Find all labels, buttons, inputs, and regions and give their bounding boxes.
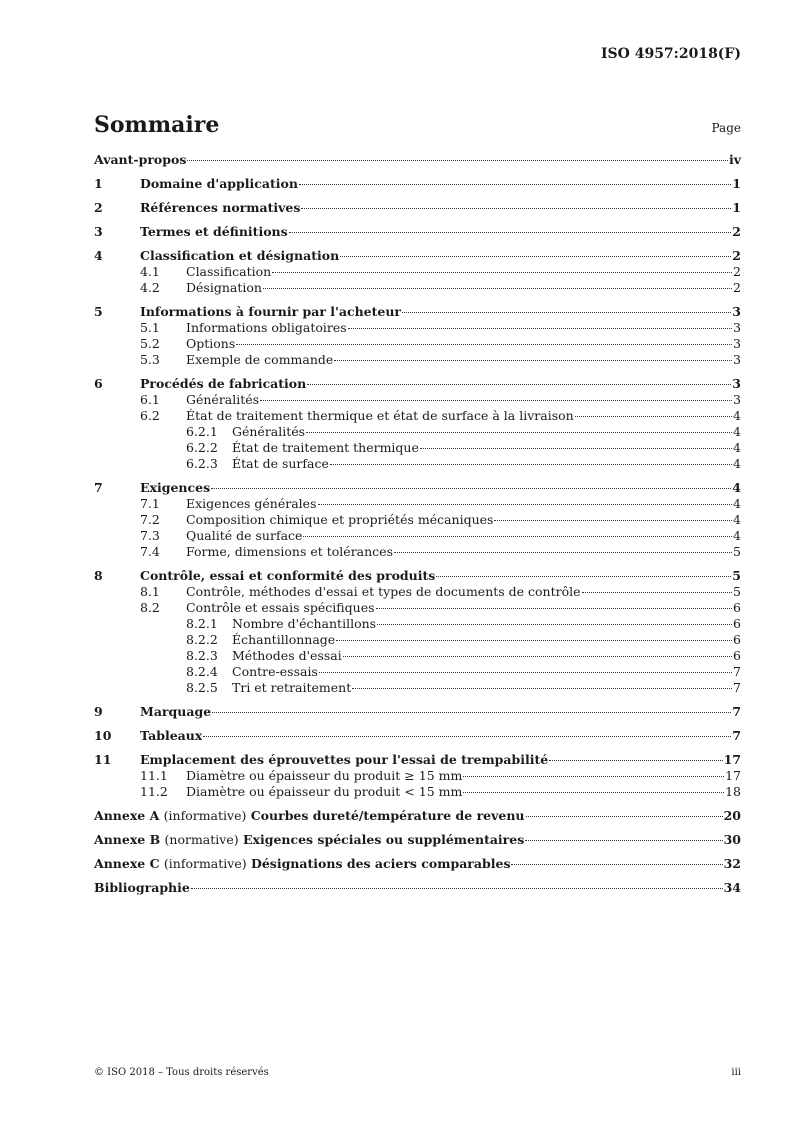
toc-entry[interactable] (94, 832, 741, 848)
dot-leader (301, 208, 731, 209)
dot-leader (582, 592, 732, 593)
toc-entry[interactable] (94, 440, 741, 456)
dot-leader (211, 488, 731, 489)
toc-entry-title-wrap (140, 480, 210, 496)
annex-label: Annexe C (94, 856, 160, 871)
toc-entry[interactable] (94, 664, 741, 680)
toc-entry-title-wrap (140, 568, 435, 584)
copyright-notice: © ISO 2018 – Tous droits réservés (94, 1067, 269, 1078)
toc-entry-page: 18 (725, 784, 741, 799)
annex-label: Annexe A (94, 808, 160, 823)
toc-entry[interactable] (94, 752, 741, 768)
toc-entry-number: 6.2.2 (186, 440, 218, 455)
toc-entry-page: 5 (732, 568, 741, 583)
toc-entry-title: Méthodes d'essai (232, 648, 342, 663)
toc-entry-title: Classification (186, 264, 272, 279)
toc-entry-page: 4 (733, 512, 741, 527)
toc-entry-number: 5.2 (140, 336, 160, 351)
dot-leader (187, 160, 728, 161)
toc-entry-number: 11.1 (140, 768, 168, 783)
toc-entry-page: 17 (725, 768, 741, 783)
toc-entry-page: 2 (733, 264, 741, 279)
toc-entry-page: 34 (723, 880, 741, 895)
toc-entry[interactable] (94, 632, 741, 648)
toc-entry-title: Échantillonnage (232, 632, 336, 647)
toc-group-gap (94, 472, 741, 480)
toc-entry-page: 6 (733, 648, 741, 663)
toc-entry-title: Emplacement des éprouvettes pour l'essai de trempabilité (140, 752, 549, 767)
toc-group-gap (94, 824, 741, 832)
toc-entry[interactable] (94, 264, 741, 280)
toc-entry-number: 6.2.3 (186, 456, 218, 471)
dot-leader (376, 608, 732, 609)
toc-entry-page: 6 (733, 600, 741, 615)
toc-entry-number: 3 (94, 224, 103, 239)
toc-entry[interactable] (94, 280, 741, 296)
dot-leader (272, 272, 732, 273)
toc-entry-title-wrap (186, 768, 462, 784)
toc-entry[interactable] (94, 544, 741, 560)
toc-entry-title: Diamètre ou épaisseur du produit < 15 mm (186, 784, 463, 799)
dot-leader (525, 840, 722, 841)
toc-entry[interactable] (94, 304, 741, 320)
toc-entry-page: 20 (723, 808, 741, 823)
toc-entry-page: 4 (733, 424, 741, 439)
toc-entry-number: 5.3 (140, 352, 160, 367)
dot-leader (203, 736, 731, 737)
toc-entry-title-wrap (186, 352, 333, 368)
toc-entry-title-wrap (232, 440, 419, 456)
toc-entry-title-wrap (186, 336, 235, 352)
toc-entry[interactable] (94, 880, 741, 896)
toc-entry[interactable] (94, 680, 741, 696)
toc-entry-page: 3 (732, 304, 741, 319)
toc-group-gap (94, 848, 741, 856)
dot-leader (319, 672, 732, 673)
dot-leader (336, 640, 732, 641)
toc-entry-title-wrap (186, 512, 493, 528)
toc-entry-page: 4 (733, 440, 741, 455)
toc-entry-title-wrap (94, 808, 525, 824)
toc-entry-title-wrap (140, 176, 298, 192)
toc-entry-page: 3 (733, 320, 741, 335)
toc-entry-title: État de traitement thermique et état de surface à la livraison (186, 408, 574, 423)
toc-entry-page: 5 (733, 544, 741, 559)
dot-leader (402, 312, 731, 313)
toc-entry-page: 2 (732, 224, 741, 239)
toc-entry-number: 8.1 (140, 584, 160, 599)
toc-entry[interactable] (94, 424, 741, 440)
toc-entry[interactable] (94, 600, 741, 616)
toc-entry-page: 4 (732, 480, 741, 495)
toc-entry[interactable] (94, 568, 741, 584)
dot-leader (299, 184, 731, 185)
toc-entry-title-wrap (140, 200, 300, 216)
toc-entry[interactable] (94, 224, 741, 240)
dot-leader (340, 256, 731, 257)
page-column-label: Page (711, 121, 741, 135)
toc-entry-title-wrap (186, 320, 347, 336)
toc-entry-number: 7.1 (140, 496, 160, 511)
toc-entry[interactable] (94, 496, 741, 512)
toc-entry-number: 4.1 (140, 264, 160, 279)
dot-leader (263, 288, 732, 289)
toc-group-gap (94, 240, 741, 248)
toc-entry-title-wrap (186, 584, 581, 600)
toc-entry-title-wrap (186, 528, 302, 544)
dot-leader (307, 384, 731, 385)
toc-entry-title-wrap (232, 424, 305, 440)
dot-leader (494, 520, 732, 521)
toc-entry-title: Avant-propos (94, 152, 187, 167)
toc-entry-number: 7 (94, 480, 103, 495)
toc-entry-title-wrap (94, 856, 510, 872)
annex-label: Annexe B (94, 832, 161, 847)
toc-entry-title: Contrôle, essai et conformité des produits (140, 568, 436, 583)
toc-entry[interactable] (94, 808, 741, 824)
toc-entry-title: Forme, dimensions et tolérances (186, 544, 393, 559)
annex-status: (normative) (164, 832, 239, 847)
toc-entry-page: 4 (733, 456, 741, 471)
toc-entry-title: Procédés de fabrication (140, 376, 307, 391)
toc-entry[interactable] (94, 176, 741, 192)
dot-leader (436, 576, 731, 577)
toc-group-gap (94, 696, 741, 704)
toc-entry-number: 8.2.4 (186, 664, 218, 679)
dot-leader (191, 888, 723, 889)
toc-entry-title: Courbes dureté/température de revenu (250, 808, 525, 823)
toc-entry-title-wrap (232, 616, 376, 632)
dot-leader (348, 328, 732, 329)
dot-leader (303, 536, 732, 537)
toc-entry-title: Composition chimique et propriétés mécaniques (186, 512, 494, 527)
toc-entry-page: 32 (723, 856, 741, 871)
dot-leader (334, 360, 732, 361)
dot-leader (289, 232, 732, 233)
annex-status: (informative) (163, 808, 247, 823)
toc-entry-title: Nombre d'échantillons (232, 616, 377, 631)
toc-entry[interactable] (94, 456, 741, 472)
dot-leader (377, 624, 732, 625)
toc-entry-title: Contrôle, méthodes d'essai et types de documents de contrôle (186, 584, 581, 599)
toc-entry-page: 4 (733, 528, 741, 543)
toc-entry-title-wrap (186, 264, 271, 280)
toc-group-gap (94, 800, 741, 808)
dot-leader (260, 400, 732, 401)
dot-leader (306, 432, 732, 433)
dot-leader (318, 504, 733, 505)
toc-entry-number: 7.2 (140, 512, 160, 527)
toc-entry-title-wrap (232, 456, 329, 472)
toc-entry-title-wrap (186, 408, 574, 424)
toc-entry-number: 8 (94, 568, 103, 583)
toc-group-gap (94, 560, 741, 568)
toc-entry-number: 6.2 (140, 408, 160, 423)
toc-entry-number: 5.1 (140, 320, 160, 335)
dot-leader (463, 776, 724, 777)
toc-entry-title-wrap (186, 392, 259, 408)
dot-leader (212, 712, 731, 713)
toc-entry[interactable] (94, 352, 741, 368)
toc-entry[interactable] (94, 528, 741, 544)
toc-entry-number: 11.2 (140, 784, 168, 799)
toc-entry-page: 4 (733, 496, 741, 511)
toc-entry-title: Termes et définitions (140, 224, 288, 239)
toc-entry-page: 2 (732, 248, 741, 263)
toc-entry-page: 30 (723, 832, 741, 847)
toc-entry-page: 3 (733, 352, 741, 367)
toc-group-gap (94, 168, 741, 176)
toc-entry-title: Marquage (140, 704, 212, 719)
toc-entry-number: 6.2.1 (186, 424, 218, 439)
toc-entry-title-wrap (140, 248, 339, 264)
toc-entry-page: 6 (733, 616, 741, 631)
toc-group-gap (94, 720, 741, 728)
toc-entry-page: 7 (732, 704, 741, 719)
toc-entry-number: 5 (94, 304, 103, 319)
toc-entry[interactable] (94, 648, 741, 664)
toc-entry-page: 17 (723, 752, 741, 767)
page-number: iii (731, 1067, 741, 1078)
dot-leader (463, 792, 724, 793)
toc-entry[interactable] (94, 408, 741, 424)
annex-status: (informative) (163, 856, 247, 871)
toc-group-gap (94, 192, 741, 200)
table-of-contents (94, 152, 741, 896)
toc-entry-title: Exigences générales (186, 496, 317, 511)
toc-entry[interactable] (94, 728, 741, 744)
toc-entry-title-wrap (186, 784, 462, 800)
toc-entry-page: 1 (732, 176, 741, 191)
dot-leader (330, 464, 732, 465)
toc-entry-page: 1 (732, 200, 741, 215)
toc-entry-page: 4 (733, 408, 741, 423)
toc-entry-title: Options (186, 336, 236, 351)
toc-entry-title: Références normatives (140, 200, 301, 215)
toc-entry-title: Classification et désignation (140, 248, 340, 263)
toc-entry-number: 1 (94, 176, 103, 191)
toc-entry-page: 3 (732, 376, 741, 391)
toc-entry-title: Contre-essais (232, 664, 318, 679)
toc-entry-title: Exemple de commande (186, 352, 334, 367)
toc-entry[interactable] (94, 784, 741, 800)
toc-group-gap (94, 296, 741, 304)
toc-entry[interactable] (94, 616, 741, 632)
toc-entry-title-wrap (186, 544, 393, 560)
toc-entry-page: 3 (733, 336, 741, 351)
dot-leader (549, 760, 722, 761)
toc-group-gap (94, 368, 741, 376)
toc-entry-number: 7.3 (140, 528, 160, 543)
toc-entry-title: Informations obligatoires (186, 320, 347, 335)
toc-entry-title-wrap (140, 728, 202, 744)
toc-entry-title: Bibliographie (94, 880, 190, 895)
toc-entry-title: Désignations des aciers comparables (250, 856, 511, 871)
toc-entry-title: Exigences (140, 480, 211, 495)
toc-entry[interactable] (94, 152, 741, 168)
page-footer (94, 1067, 741, 1078)
toc-entry[interactable] (94, 768, 741, 784)
toc-entry-number: 8.2.1 (186, 616, 218, 631)
dot-leader (236, 344, 732, 345)
toc-entry-title: Domaine d'application (140, 176, 298, 191)
toc-entry-title-wrap (232, 648, 342, 664)
toc-entry-title: Désignation (186, 280, 262, 295)
toc-entry-title: Tableaux (140, 728, 203, 743)
toc-entry-title-wrap (186, 280, 262, 296)
toc-entry-page: 7 (733, 664, 741, 679)
toc-entry-number: 7.4 (140, 544, 160, 559)
toc-entry-title: Qualité de surface (186, 528, 303, 543)
toc-entry-title-wrap (140, 376, 306, 392)
toc-entry-page: 2 (733, 280, 741, 295)
toc-entry[interactable] (94, 320, 741, 336)
toc-entry[interactable] (94, 480, 741, 496)
toc-entry-number: 11 (94, 752, 112, 767)
toc-entry-page: 5 (733, 584, 741, 599)
dot-leader (511, 864, 722, 865)
dot-leader (343, 656, 732, 657)
toc-entry-title-wrap (186, 600, 375, 616)
toc-entry-page: 7 (733, 680, 741, 695)
toc-entry-number: 10 (94, 728, 112, 743)
toc-entry-title-wrap (140, 704, 211, 720)
toc-entry-title: Tri et retraitement (232, 680, 352, 695)
toc-entry-title: Contrôle et essais spécifiques (186, 600, 375, 615)
toc-entry[interactable] (94, 704, 741, 720)
toc-entry-title-wrap (140, 752, 548, 768)
toc-entry-number: 8.2 (140, 600, 160, 615)
toc-entry[interactable] (94, 392, 741, 408)
toc-entry-page: 6 (733, 632, 741, 647)
toc-entry[interactable] (94, 512, 741, 528)
dot-leader (526, 816, 723, 817)
toc-entry-number: 8.2.2 (186, 632, 218, 647)
toc-entry[interactable] (94, 336, 741, 352)
toc-entry-page: 3 (733, 392, 741, 407)
toc-entry[interactable] (94, 248, 741, 264)
toc-entry-title-wrap (140, 304, 401, 320)
toc-entry-title-wrap (186, 496, 317, 512)
toc-heading: Sommaire (94, 112, 220, 138)
toc-group-gap (94, 216, 741, 224)
toc-entry-title: Informations à fournir par l'acheteur (140, 304, 402, 319)
toc-entry-title: Généralités (232, 424, 306, 439)
document-id: ISO 4957:2018(F) (600, 46, 741, 62)
toc-group-gap (94, 872, 741, 880)
toc-entry-page: iv (728, 152, 741, 167)
toc-entry-title: État de surface (232, 456, 329, 471)
toc-entry[interactable] (94, 376, 741, 392)
toc-entry-title: État de traitement thermique (232, 440, 419, 455)
toc-entry-number: 9 (94, 704, 103, 719)
toc-group-gap (94, 744, 741, 752)
toc-entry-title-wrap (232, 632, 335, 648)
toc-entry-number: 8.2.5 (186, 680, 218, 695)
toc-entry-number: 4 (94, 248, 103, 263)
toc-entry-title: Exigences spéciales ou supplémentaires (242, 832, 525, 847)
toc-entry-number: 6.1 (140, 392, 160, 407)
toc-entry-title-wrap (232, 664, 318, 680)
dot-leader (352, 688, 732, 689)
toc-entry-page: 7 (732, 728, 741, 743)
toc-entry-title-wrap (94, 832, 524, 848)
dot-leader (394, 552, 732, 553)
toc-entry-title: Diamètre ou épaisseur du produit ≥ 15 mm (186, 768, 463, 783)
toc-entry-number: 4.2 (140, 280, 160, 295)
toc-entry-title-wrap (232, 680, 351, 696)
toc-entry-title-wrap (94, 152, 186, 168)
toc-entry-title-wrap (94, 880, 190, 896)
toc-entry-number: 8.2.3 (186, 648, 218, 663)
dot-leader (420, 448, 732, 449)
toc-entry-title-wrap (140, 224, 288, 240)
dot-leader (575, 416, 732, 417)
toc-entry-number: 6 (94, 376, 103, 391)
toc-heading-row (94, 112, 741, 138)
toc-entry[interactable] (94, 856, 741, 872)
toc-entry[interactable] (94, 584, 741, 600)
toc-entry-number: 2 (94, 200, 103, 215)
toc-entry-title: Généralités (186, 392, 260, 407)
toc-entry[interactable] (94, 200, 741, 216)
